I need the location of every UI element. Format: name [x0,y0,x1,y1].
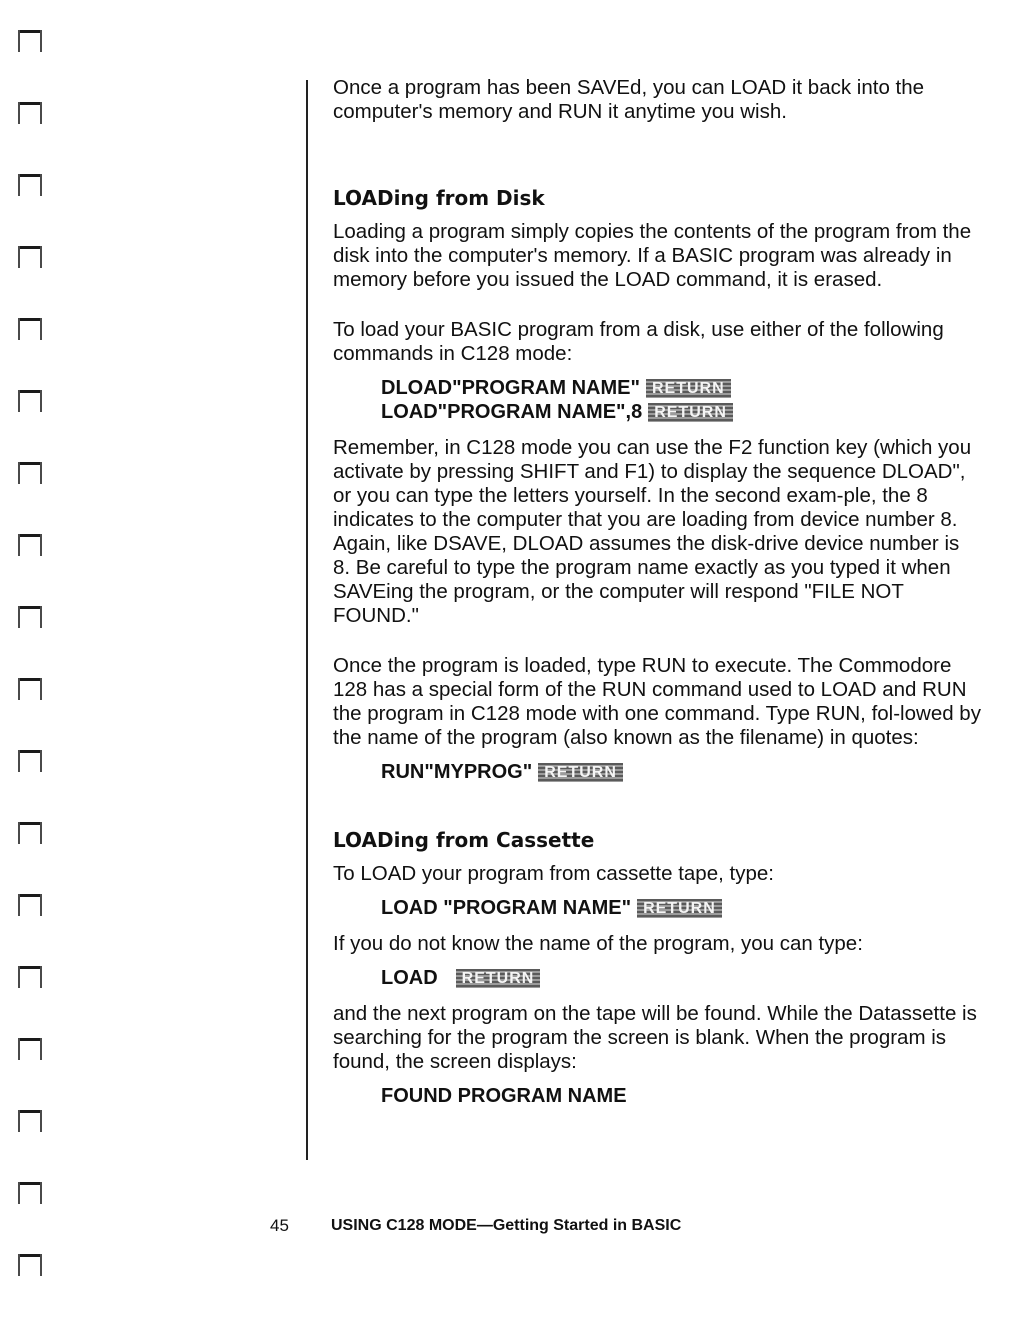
binder-hole [18,318,44,348]
binder-hole [18,462,44,492]
binder-hole [18,102,44,132]
command-line [381,400,981,424]
disk-paragraph-3: Remember, in C128 mode you can use the F2 function key (which you activate by pressing SHIFT and F1) to display the sequence DLOAD", or you can type the letters yourself. In the second exam-ple, the 8 indicates to the computer that you are loading from device number 8. Again, like DSAVE, DLOAD assumes the disk-drive device number is 8. Be careful to type the program name exactly as you typed it when SAVEing the program, or the computer will respond "FILE NOT FOUND." [333,436,972,627]
binder-hole [18,1182,44,1212]
cassette-paragraph-3: and the next program on the tape will be found. While the Datassette is searching for the program the screen is blank. When the program is found, the screen displays: [333,1002,977,1073]
binder-hole [18,30,44,60]
binder-hole [18,390,44,420]
binder-hole [18,534,44,564]
page-number: 45 [270,1216,289,1235]
disk-paragraph-2: To load your BASIC program from a disk, use either of the following commands in C128 mode: [333,318,944,365]
disk-paragraph-4: Once the program is loaded, type RUN to execute. The Commodore 128 has a special form of the RUN command used to LOAD and RUN the program in C128 mode with one command. Type RUN, fol-lowed by the name of the program (also known as the filename) in quotes: [333,654,981,749]
command-text: LOAD [381,967,438,989]
binder-hole [18,678,44,708]
command-line [381,376,981,400]
command-text: RUN"MYPROG" [381,761,533,783]
command-text: LOAD"PROGRAM NAME",8 [381,401,643,423]
command-text: DLOAD"PROGRAM NAME" [381,377,640,399]
binder-hole [18,1110,44,1140]
command-text: LOAD "PROGRAM NAME" [381,897,632,919]
command-line [381,966,981,990]
cassette-section-heading: LOADing from Cassette [333,828,595,852]
binder-hole [18,606,44,636]
binder-hole [18,894,44,924]
margin-rule [306,80,308,1160]
binder-hole [18,1254,44,1284]
command-line [381,760,981,784]
binder-hole [18,246,44,276]
binder-hole [18,822,44,852]
cassette-paragraph-1: To LOAD your program from cassette tape, type: [333,862,774,885]
command-line: FOUND PROGRAM NAME [381,1085,627,1107]
return-key-icon: RETURN [637,899,722,918]
disk-section-heading: LOADing from Disk [333,186,545,210]
binder-hole [18,750,44,780]
binder-hole [18,1038,44,1068]
return-key-icon: RETURN [646,379,731,398]
page-body [333,76,981,1120]
return-key-icon: RETURN [648,403,733,422]
return-key-icon: RETURN [456,969,541,988]
binder-holes [0,0,60,1329]
running-head: USING C128 MODE—Getting Started in BASIC [331,1217,682,1234]
command-line [381,896,981,920]
cassette-paragraph-2: If you do not know the name of the program, you can type: [333,932,863,955]
intro-paragraph: Once a program has been SAVEd, you can LOAD it back into the computer's memory and RUN it anytime you wish. [333,76,925,123]
binder-hole [18,966,44,996]
binder-hole [18,174,44,204]
disk-paragraph-1: Loading a program simply copies the contents of the program from the disk into the computer's memory. If a BASIC program was already in memory before you issued the LOAD command, it is erased. [333,220,972,291]
return-key-icon: RETURN [538,763,623,782]
